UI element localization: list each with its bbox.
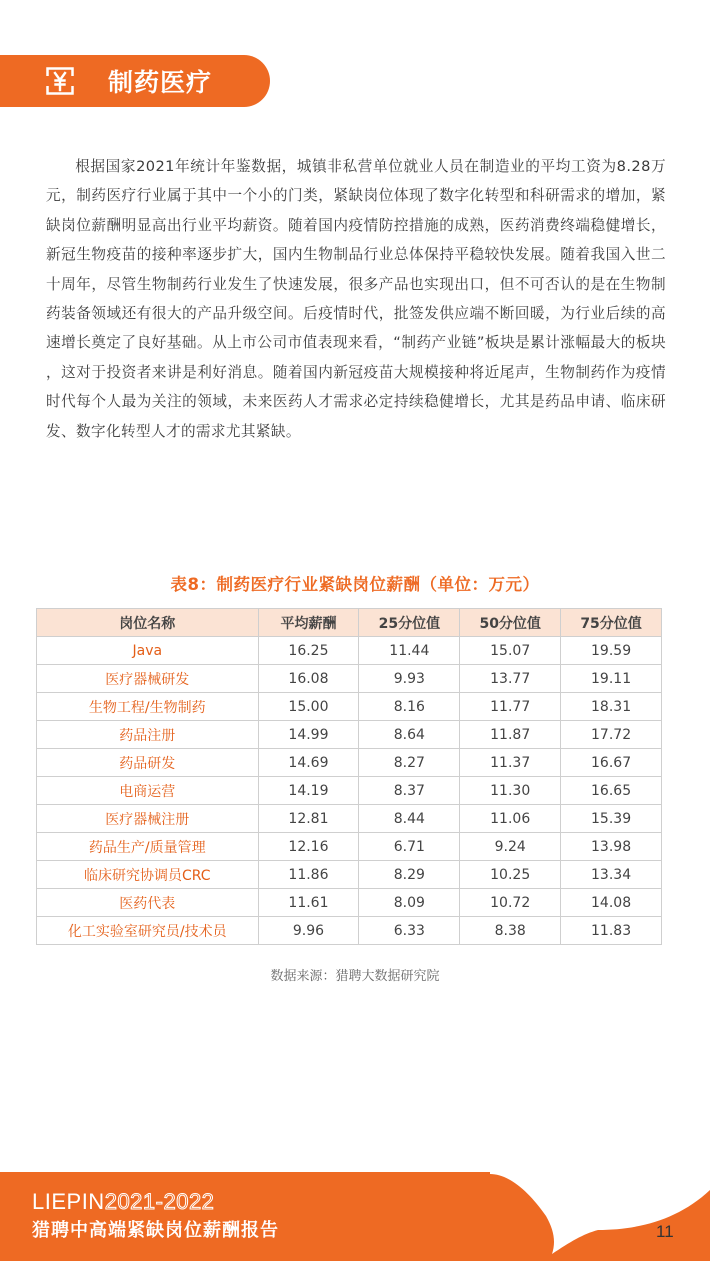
footer-subtitle: 猎聘中高端紧缺岗位薪酬报告 xyxy=(32,1220,279,1241)
header-average: 平均薪酬 xyxy=(258,609,359,637)
table-row xyxy=(37,749,662,777)
data-source: 数据来源：猎聘大数据研究院 xyxy=(270,969,440,984)
cell-average: 15.00 xyxy=(258,693,359,721)
cell-p25: 6.33 xyxy=(359,917,460,945)
cell-p25: 6.71 xyxy=(359,833,460,861)
table-row xyxy=(37,665,662,693)
cell-p50: 11.30 xyxy=(460,777,561,805)
cell-p75: 15.39 xyxy=(561,805,662,833)
cell-p50: 8.38 xyxy=(460,917,561,945)
cell-job: 药品生产/质量管理 xyxy=(37,833,259,861)
table-row xyxy=(37,637,662,665)
cell-average: 11.86 xyxy=(258,861,359,889)
cell-p25: 8.29 xyxy=(359,861,460,889)
header-p25: 25分位值 xyxy=(359,609,460,637)
table-title: 表8：制药医疗行业紧缺岗位薪酬（单位：万元） xyxy=(170,575,540,594)
cell-p75: 19.11 xyxy=(561,665,662,693)
table-row xyxy=(37,861,662,889)
cell-p75: 14.08 xyxy=(561,889,662,917)
table-row xyxy=(37,833,662,861)
cell-p75: 13.34 xyxy=(561,861,662,889)
yuan-icon xyxy=(46,67,74,95)
cell-job: 医药代表 xyxy=(37,889,259,917)
cell-p25: 8.27 xyxy=(359,749,460,777)
cell-job: 化工实验室研究员/技术员 xyxy=(37,917,259,945)
header-p75: 75分位值 xyxy=(561,609,662,637)
cell-job: Java xyxy=(37,637,259,665)
header-p50: 50分位值 xyxy=(460,609,561,637)
table-row xyxy=(37,721,662,749)
cell-average: 14.69 xyxy=(258,749,359,777)
cell-p75: 17.72 xyxy=(561,721,662,749)
cell-p75: 13.98 xyxy=(561,833,662,861)
cell-p75: 16.67 xyxy=(561,749,662,777)
cell-average: 12.16 xyxy=(258,833,359,861)
footer-brand xyxy=(32,1189,214,1215)
cell-p50: 15.07 xyxy=(460,637,561,665)
cell-job: 药品研发 xyxy=(37,749,259,777)
cell-job: 医疗器械研发 xyxy=(37,665,259,693)
cell-p25: 8.16 xyxy=(359,693,460,721)
intro-paragraph: 根据国家2021年统计年鉴数据，城镇非私营单位就业人员在制造业的平均工资为8.28万元，制药医疗行业属于其中一个小的门类，紧缺岗位体现了数字化转型和科研需求的增加，紧缺岗位薪酬明显高出行业平均薪资。随着国内疫情防控措施的成熟，医药消费终端稳健增长，新冠生物疫苗的接种率逐步扩大，国内生物制品行业总体保持平稳较快发展。随着我国入世二十周年，尽管生物制药行业发生了快速发展，很多产品也实现出口，但不可否认的是在生物制药装备领域还有很大的产品升级空间。后疫情时代，批签发供应端不断回暖，为行业后续的高速增长奠定了良好基础。从上市公司市值表现来看，“制药产业链”板块是累计涨幅最大的板块 ，这对于投资者来讲是利好消息。随着国内新冠疫苗大规模接种将近尾声，生物制药作为疫情时代每个人最为关注的领域，未来医药人才需求必定持续稳健增长，尤其是药品申请、临床研发、数字化转型人才的需求尤其紧缺。 xyxy=(46,158,666,440)
section-header xyxy=(0,55,270,107)
speech-bubble-shape xyxy=(488,1150,710,1261)
cell-p50: 11.06 xyxy=(460,805,561,833)
cell-average: 9.96 xyxy=(258,917,359,945)
cell-average: 12.81 xyxy=(258,805,359,833)
table-header-row xyxy=(37,609,662,637)
cell-p50: 9.24 xyxy=(460,833,561,861)
cell-p25: 8.37 xyxy=(359,777,460,805)
table-row xyxy=(37,805,662,833)
cell-average: 16.25 xyxy=(258,637,359,665)
cell-p75: 19.59 xyxy=(561,637,662,665)
table-body xyxy=(37,637,662,945)
cell-average: 16.08 xyxy=(258,665,359,693)
cell-average: 14.19 xyxy=(258,777,359,805)
cell-average: 14.99 xyxy=(258,721,359,749)
cell-average: 11.61 xyxy=(258,889,359,917)
cell-p75: 11.83 xyxy=(561,917,662,945)
cell-job: 药品注册 xyxy=(37,721,259,749)
page-number: 11 xyxy=(656,1222,674,1241)
cell-p25: 8.09 xyxy=(359,889,460,917)
cell-p25: 8.64 xyxy=(359,721,460,749)
cell-p50: 13.77 xyxy=(460,665,561,693)
cell-p25: 11.44 xyxy=(359,637,460,665)
cell-p50: 11.37 xyxy=(460,749,561,777)
cell-p75: 16.65 xyxy=(561,777,662,805)
cell-job: 电商运营 xyxy=(37,777,259,805)
cell-job: 生物工程/生物制药 xyxy=(37,693,259,721)
cell-p50: 10.25 xyxy=(460,861,561,889)
cell-p25: 8.44 xyxy=(359,805,460,833)
cell-p50: 11.87 xyxy=(460,721,561,749)
cell-job: 医疗器械注册 xyxy=(37,805,259,833)
cell-job: 临床研究协调员CRC xyxy=(37,861,259,889)
table-row xyxy=(37,777,662,805)
cell-p25: 9.93 xyxy=(359,665,460,693)
cell-p50: 11.77 xyxy=(460,693,561,721)
table-row xyxy=(37,917,662,945)
section-title: 制药医疗 xyxy=(108,68,213,97)
table-row xyxy=(37,889,662,917)
brand-name: LIEPIN xyxy=(32,1189,105,1214)
header-job: 岗位名称 xyxy=(37,609,259,637)
table-row xyxy=(37,693,662,721)
report-years: 2021-2022 xyxy=(104,1189,215,1214)
cell-p75: 18.31 xyxy=(561,693,662,721)
cell-p50: 10.72 xyxy=(460,889,561,917)
salary-table xyxy=(36,608,662,945)
